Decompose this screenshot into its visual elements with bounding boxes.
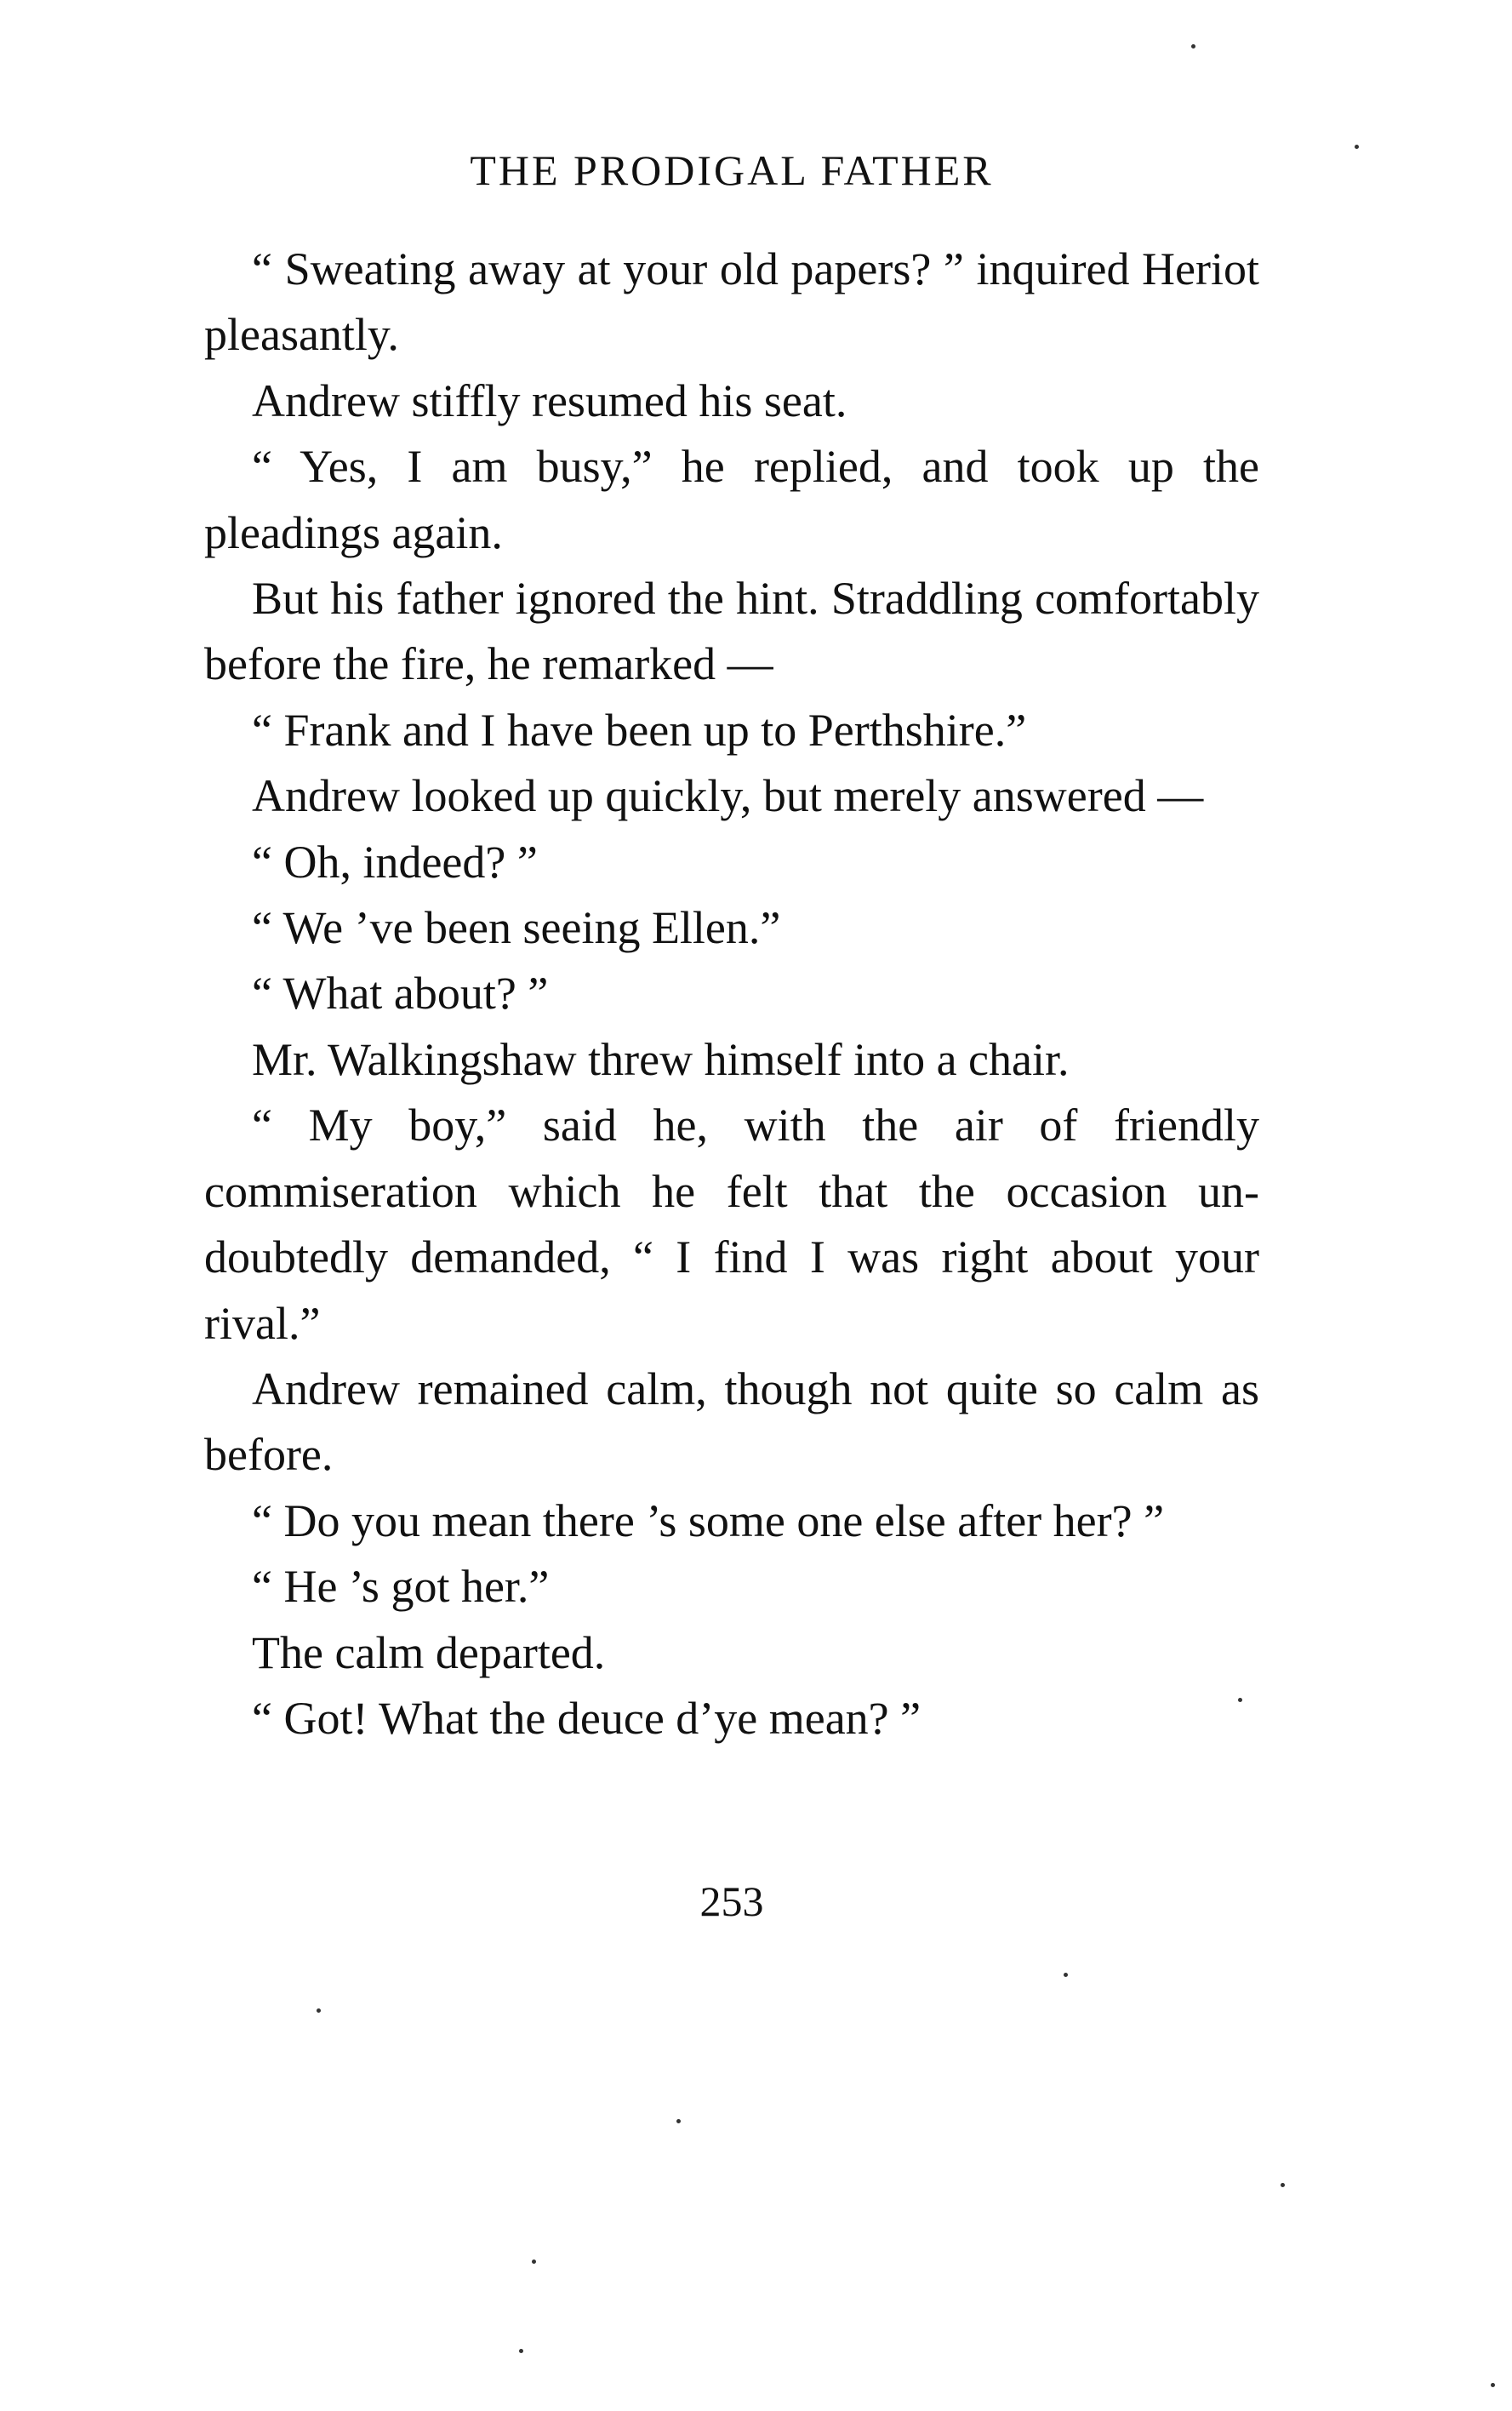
paragraph: “ Yes, I am busy,” he replied, and took up the pleadings again. [204,441,1259,558]
scan-speck [1355,145,1359,149]
scan-speck [1491,2383,1495,2387]
page-number: 253 [699,1877,764,1925]
scan-speck [1238,1698,1242,1702]
paragraph: But his father ignored the hint. Straddling comfortably before the fire, he remarked — [204,573,1259,690]
scan-speck [1191,44,1195,49]
paragraph: “ We ’ve been seeing Ellen.” [252,902,781,954]
body-text [204,237,1259,1751]
paragraph: Andrew looked up quickly, but merely answered — [252,770,1204,822]
running-head: THE PRODIGAL FATHER [470,146,994,194]
paragraph: “ He ’s got her.” [252,1561,550,1613]
paragraph: “ What about? ” [252,968,549,1020]
scan-speck [532,2260,536,2264]
scan-speck [317,2008,321,2013]
paragraph: Andrew stiffly resumed his seat. [252,374,847,426]
scan-speck [519,2349,523,2353]
paragraph: “ Do you mean there ’s some one else after her? ” [252,1494,1165,1546]
scan-speck [1281,2183,1285,2187]
paragraph: The calm departed. [252,1626,606,1678]
paragraph: “ My boy,” said he, with the air of friendly commiseration which he felt that the occasion undoubtedly demanded, “ I find I was right about your rival.” [204,1100,1259,1349]
paragraph: “ Got! What the deuce d’ye mean? ” [252,1692,921,1744]
paragraph: “ Frank and I have been up to Perthshire.” [252,704,1027,756]
scan-speck [1064,1973,1068,1977]
paragraph: “ Sweating away at your old papers? ” inquired Heriot pleasantly. [204,243,1259,361]
paragraph: Mr. Walkingshaw threw himself into a chair. [252,1033,1070,1085]
paragraph: Andrew remained calm, though not quite so calm as before. [204,1363,1259,1481]
scan-speck [676,2119,681,2123]
paragraph: “ Oh, indeed? ” [252,836,538,888]
